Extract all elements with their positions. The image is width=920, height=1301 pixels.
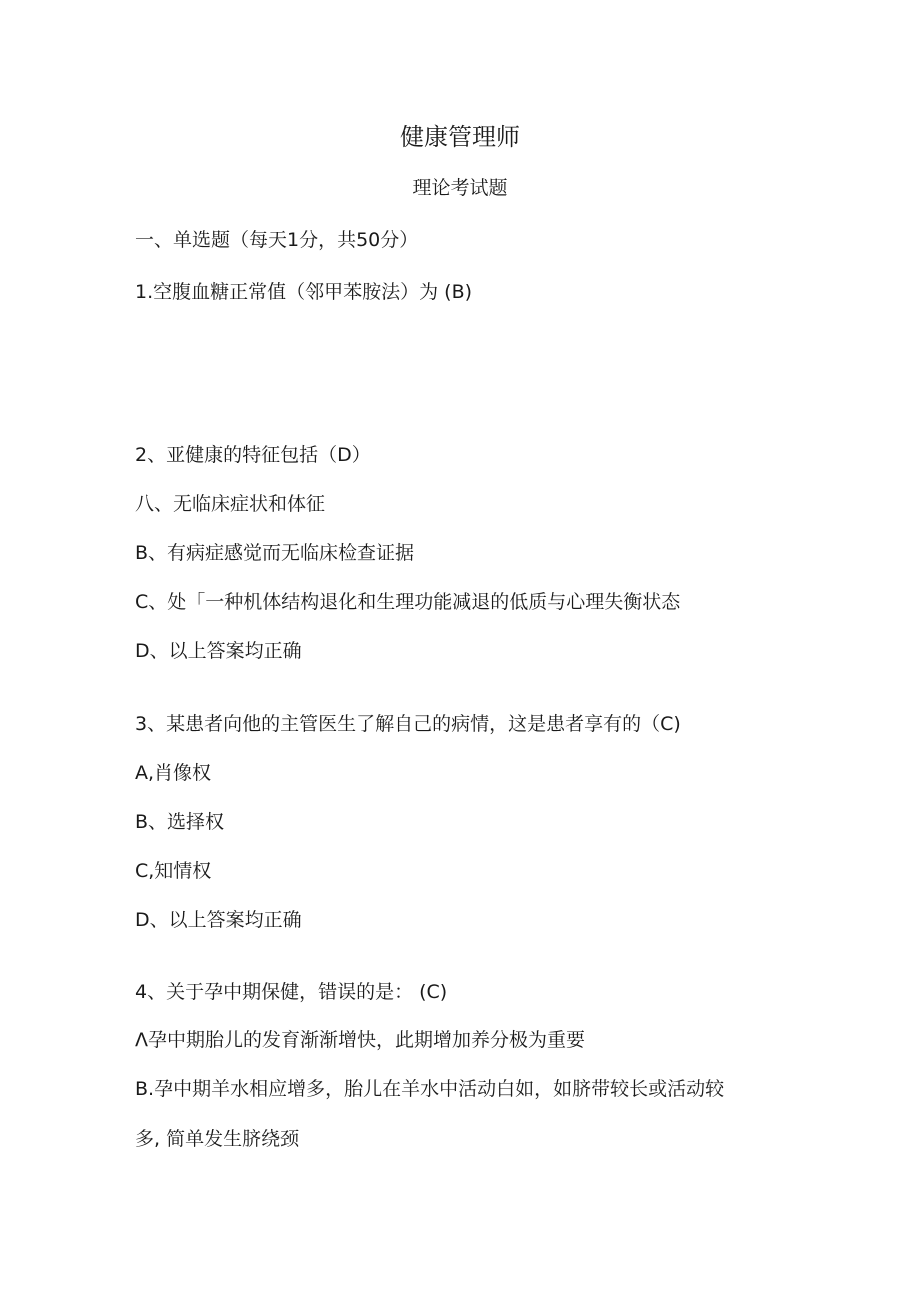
question-2-option-a: 八、无临床症状和体征 xyxy=(135,493,326,515)
question-3-option-d: D、以上答案均正确 xyxy=(135,909,302,931)
question-3-stem: 3、某患者向他的主管医生了解自己的病情，这是患者享有的（C) xyxy=(135,713,681,735)
document-title: 健康管理师 xyxy=(400,123,520,151)
section-heading: 一、单选题（每天1分，共50分） xyxy=(135,229,419,251)
question-3-option-a: A,肖像权 xyxy=(135,762,212,784)
question-2-option-c: C、处「一种机体结构退化和生理功能减退的低质与心理失衡状态 xyxy=(135,591,681,613)
question-4-option-a: Λ孕中期胎儿的发育渐渐增快，此期增加养分极为重要 xyxy=(135,1029,585,1051)
document-subtitle: 理论考试题 xyxy=(412,177,508,199)
question-2-option-b: B、有病症感觉而无临床检查证据 xyxy=(135,542,415,564)
question-2-stem: 2、亚健康的特征包括（D） xyxy=(135,444,371,466)
question-2-option-d: D、以上答案均正确 xyxy=(135,640,302,662)
question-4-option-b: B.孕中期羊水相应增多，胎儿在羊水中活动白如，如脐带较长或活动较 xyxy=(135,1078,725,1100)
question-3-option-c: C,知情权 xyxy=(135,860,212,882)
question-3-option-b: B、选择权 xyxy=(135,811,225,833)
question-1-stem: 1.空腹血糖正常值（邻甲苯胺法）为 (B) xyxy=(135,281,473,303)
question-4-stem: 4、关于孕中期保健，错误的是： (C) xyxy=(135,981,448,1003)
question-4-option-b-continued: 多, 简单发生脐绕颈 xyxy=(135,1128,300,1150)
